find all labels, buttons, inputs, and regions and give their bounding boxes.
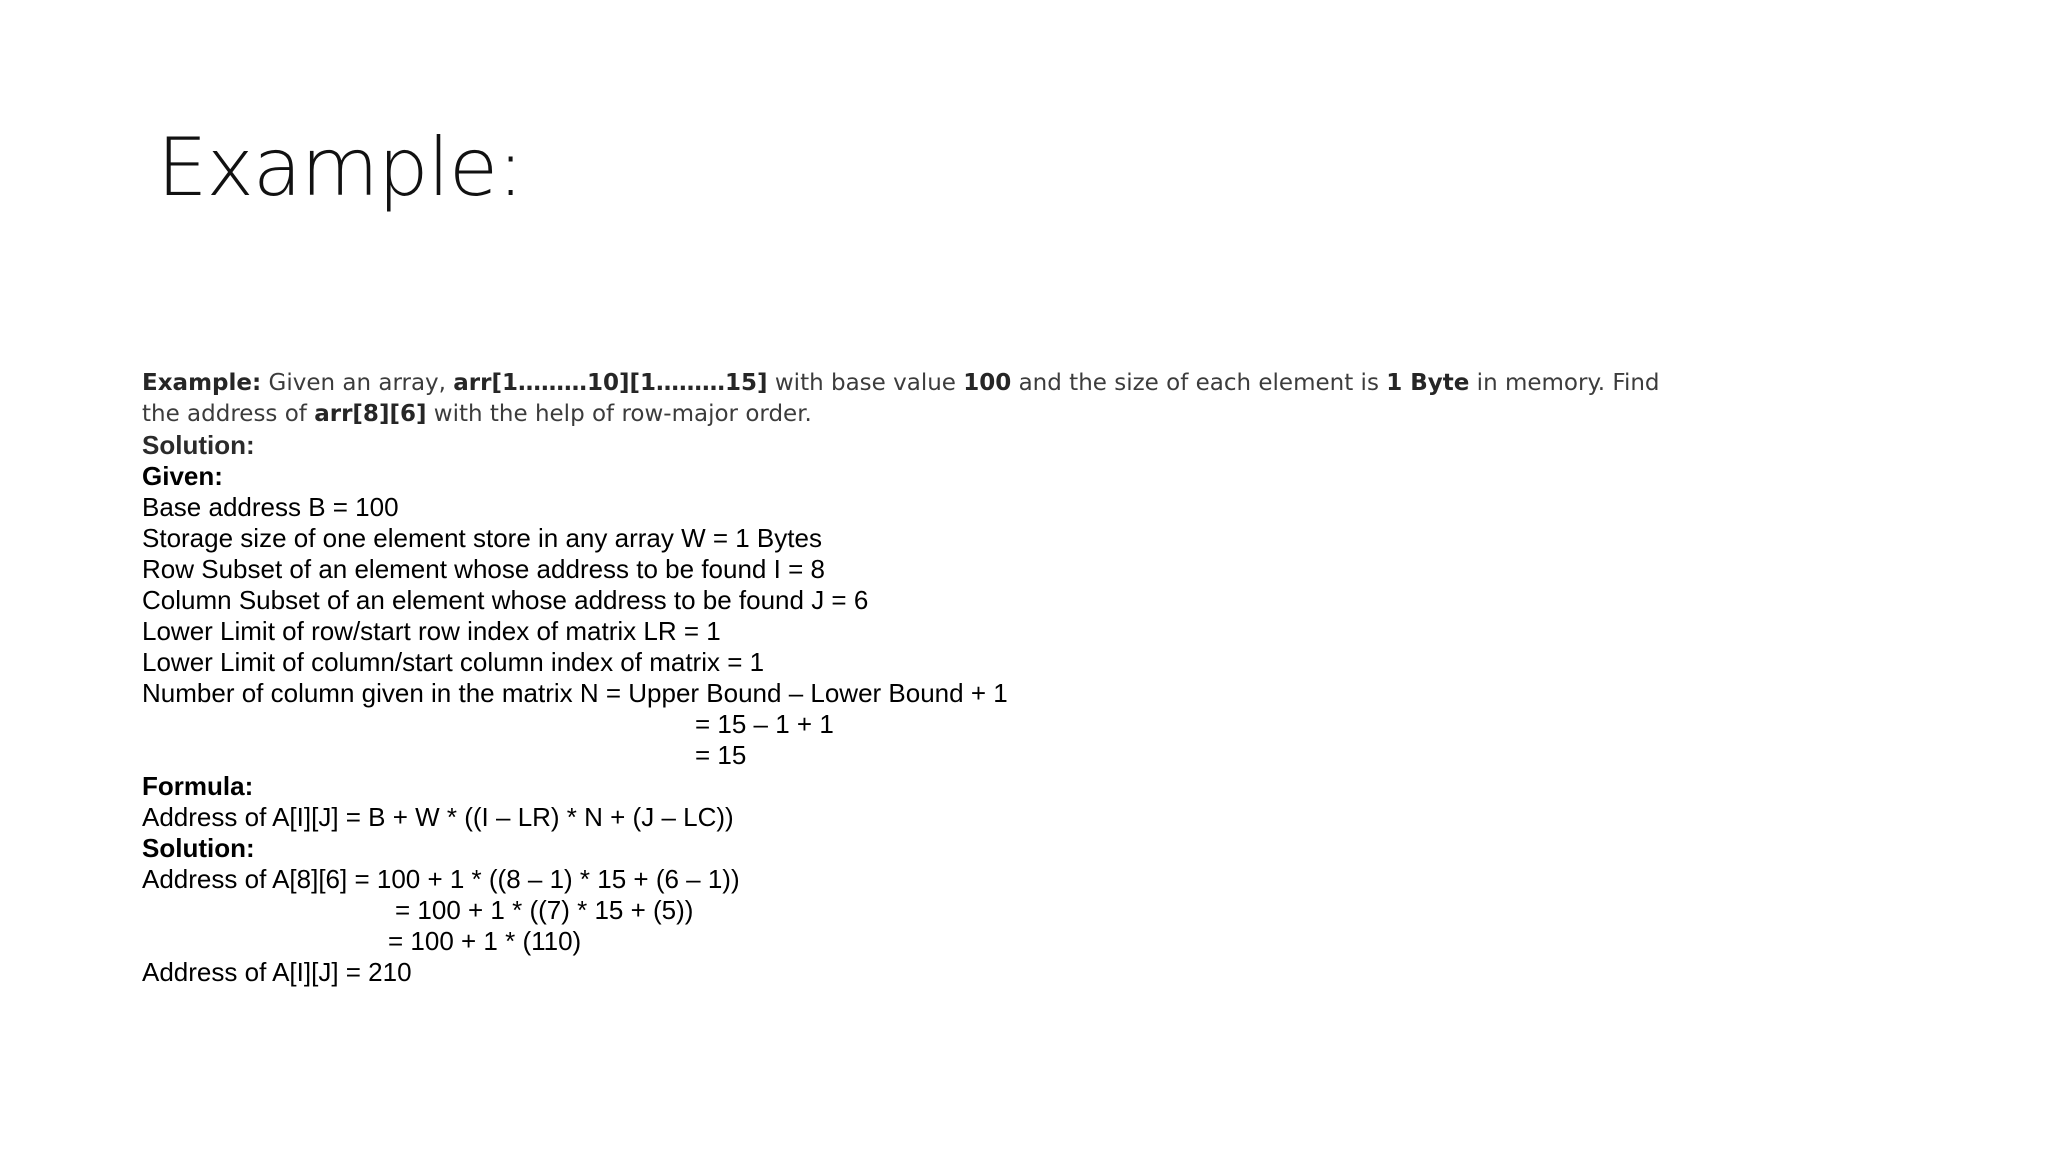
- problem-text-5: with the help of row-major order.: [426, 401, 812, 427]
- formula-expression: Address of A[I][J] = B + W * ((I – LR) * N + (J – LC)): [142, 802, 734, 832]
- base-value: 100: [963, 370, 1012, 396]
- element-size: 1 Byte: [1386, 370, 1470, 396]
- n-step-1: = 15 – 1 + 1: [695, 709, 834, 739]
- array-declaration: arr[1………10][1………15]: [453, 370, 768, 396]
- given-heading: Given:: [142, 461, 223, 491]
- given-line-storage-size: Storage size of one element store in any array W = 1 Bytes: [142, 523, 822, 553]
- target-element: arr[8][6]: [314, 401, 427, 427]
- given-line-number-of-columns: Number of column given in the matrix N = Upper Bound – Lower Bound + 1: [142, 678, 1008, 708]
- problem-text-4: in memory. Find the address of: [142, 370, 1660, 427]
- calculation-line-1: Address of A[8][6] = 100 + 1 * ((8 – 1) * 15 + (6 – 1)): [142, 864, 740, 894]
- given-line-row-subset: Row Subset of an element whose address to be found I = 8: [142, 554, 825, 584]
- given-line-column-subset: Column Subset of an element whose address to be found J = 6: [142, 585, 869, 615]
- calculation-heading: Solution:: [142, 833, 255, 863]
- problem-text-2: with base value: [767, 370, 964, 396]
- n-step-2: = 15: [695, 740, 747, 770]
- formula-heading: Formula:: [142, 771, 254, 801]
- problem-label: Example:: [142, 370, 262, 396]
- calculation-line-2: = 100 + 1 * ((7) * 15 + (5)): [395, 895, 694, 925]
- given-line-row-lower-limit: Lower Limit of row/start row index of matrix LR = 1: [142, 616, 721, 646]
- given-line-column-lower-limit: Lower Limit of column/start column index of matrix = 1: [142, 647, 765, 677]
- problem-text-1: Given an array,: [261, 370, 454, 396]
- calculation-line-3: = 100 + 1 * (110): [388, 926, 582, 956]
- solution-heading: Solution:: [142, 430, 255, 460]
- calculation-result: Address of A[I][J] = 210: [142, 957, 412, 987]
- given-line-base-address: Base address B = 100: [142, 492, 399, 522]
- problem-text-3: and the size of each element is: [1011, 370, 1387, 396]
- slide-title: Example:: [157, 121, 524, 214]
- problem-statement: [142, 368, 1702, 430]
